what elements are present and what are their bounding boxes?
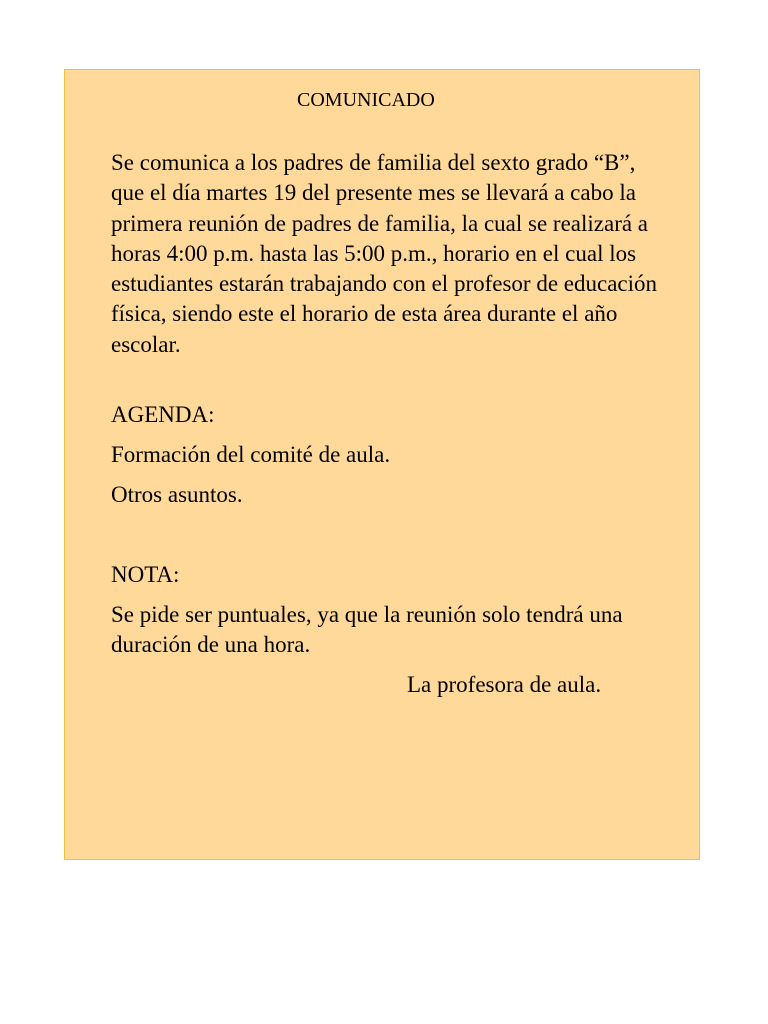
notice-box [64, 69, 700, 860]
notice-title: COMUNICADO [297, 89, 435, 111]
agenda-item: Otros asuntos. [111, 482, 243, 507]
notice-body: Se comunica a los padres de familia del sexto grado “B”, que el día martes 19 del presente mes se llevará a cabo la primera reunión de padres de familia, la cual se realizará a horas 4:00 p.m. hasta las 5:00 p.m., horario en el cual los estudiantes estarán trabajando con el profesor de educación física, siendo este el horario de esta área durante el año escolar. [111, 150, 658, 357]
agenda-item: Formación del comité de aula. [111, 442, 391, 467]
signature: La profesora de aula. [407, 672, 602, 697]
note-text: Se pide ser puntuales, ya que la reunión solo tendrá una duración de una hora. [111, 602, 623, 658]
note-label: NOTA: [111, 562, 180, 587]
agenda-label: AGENDA: [111, 402, 215, 427]
